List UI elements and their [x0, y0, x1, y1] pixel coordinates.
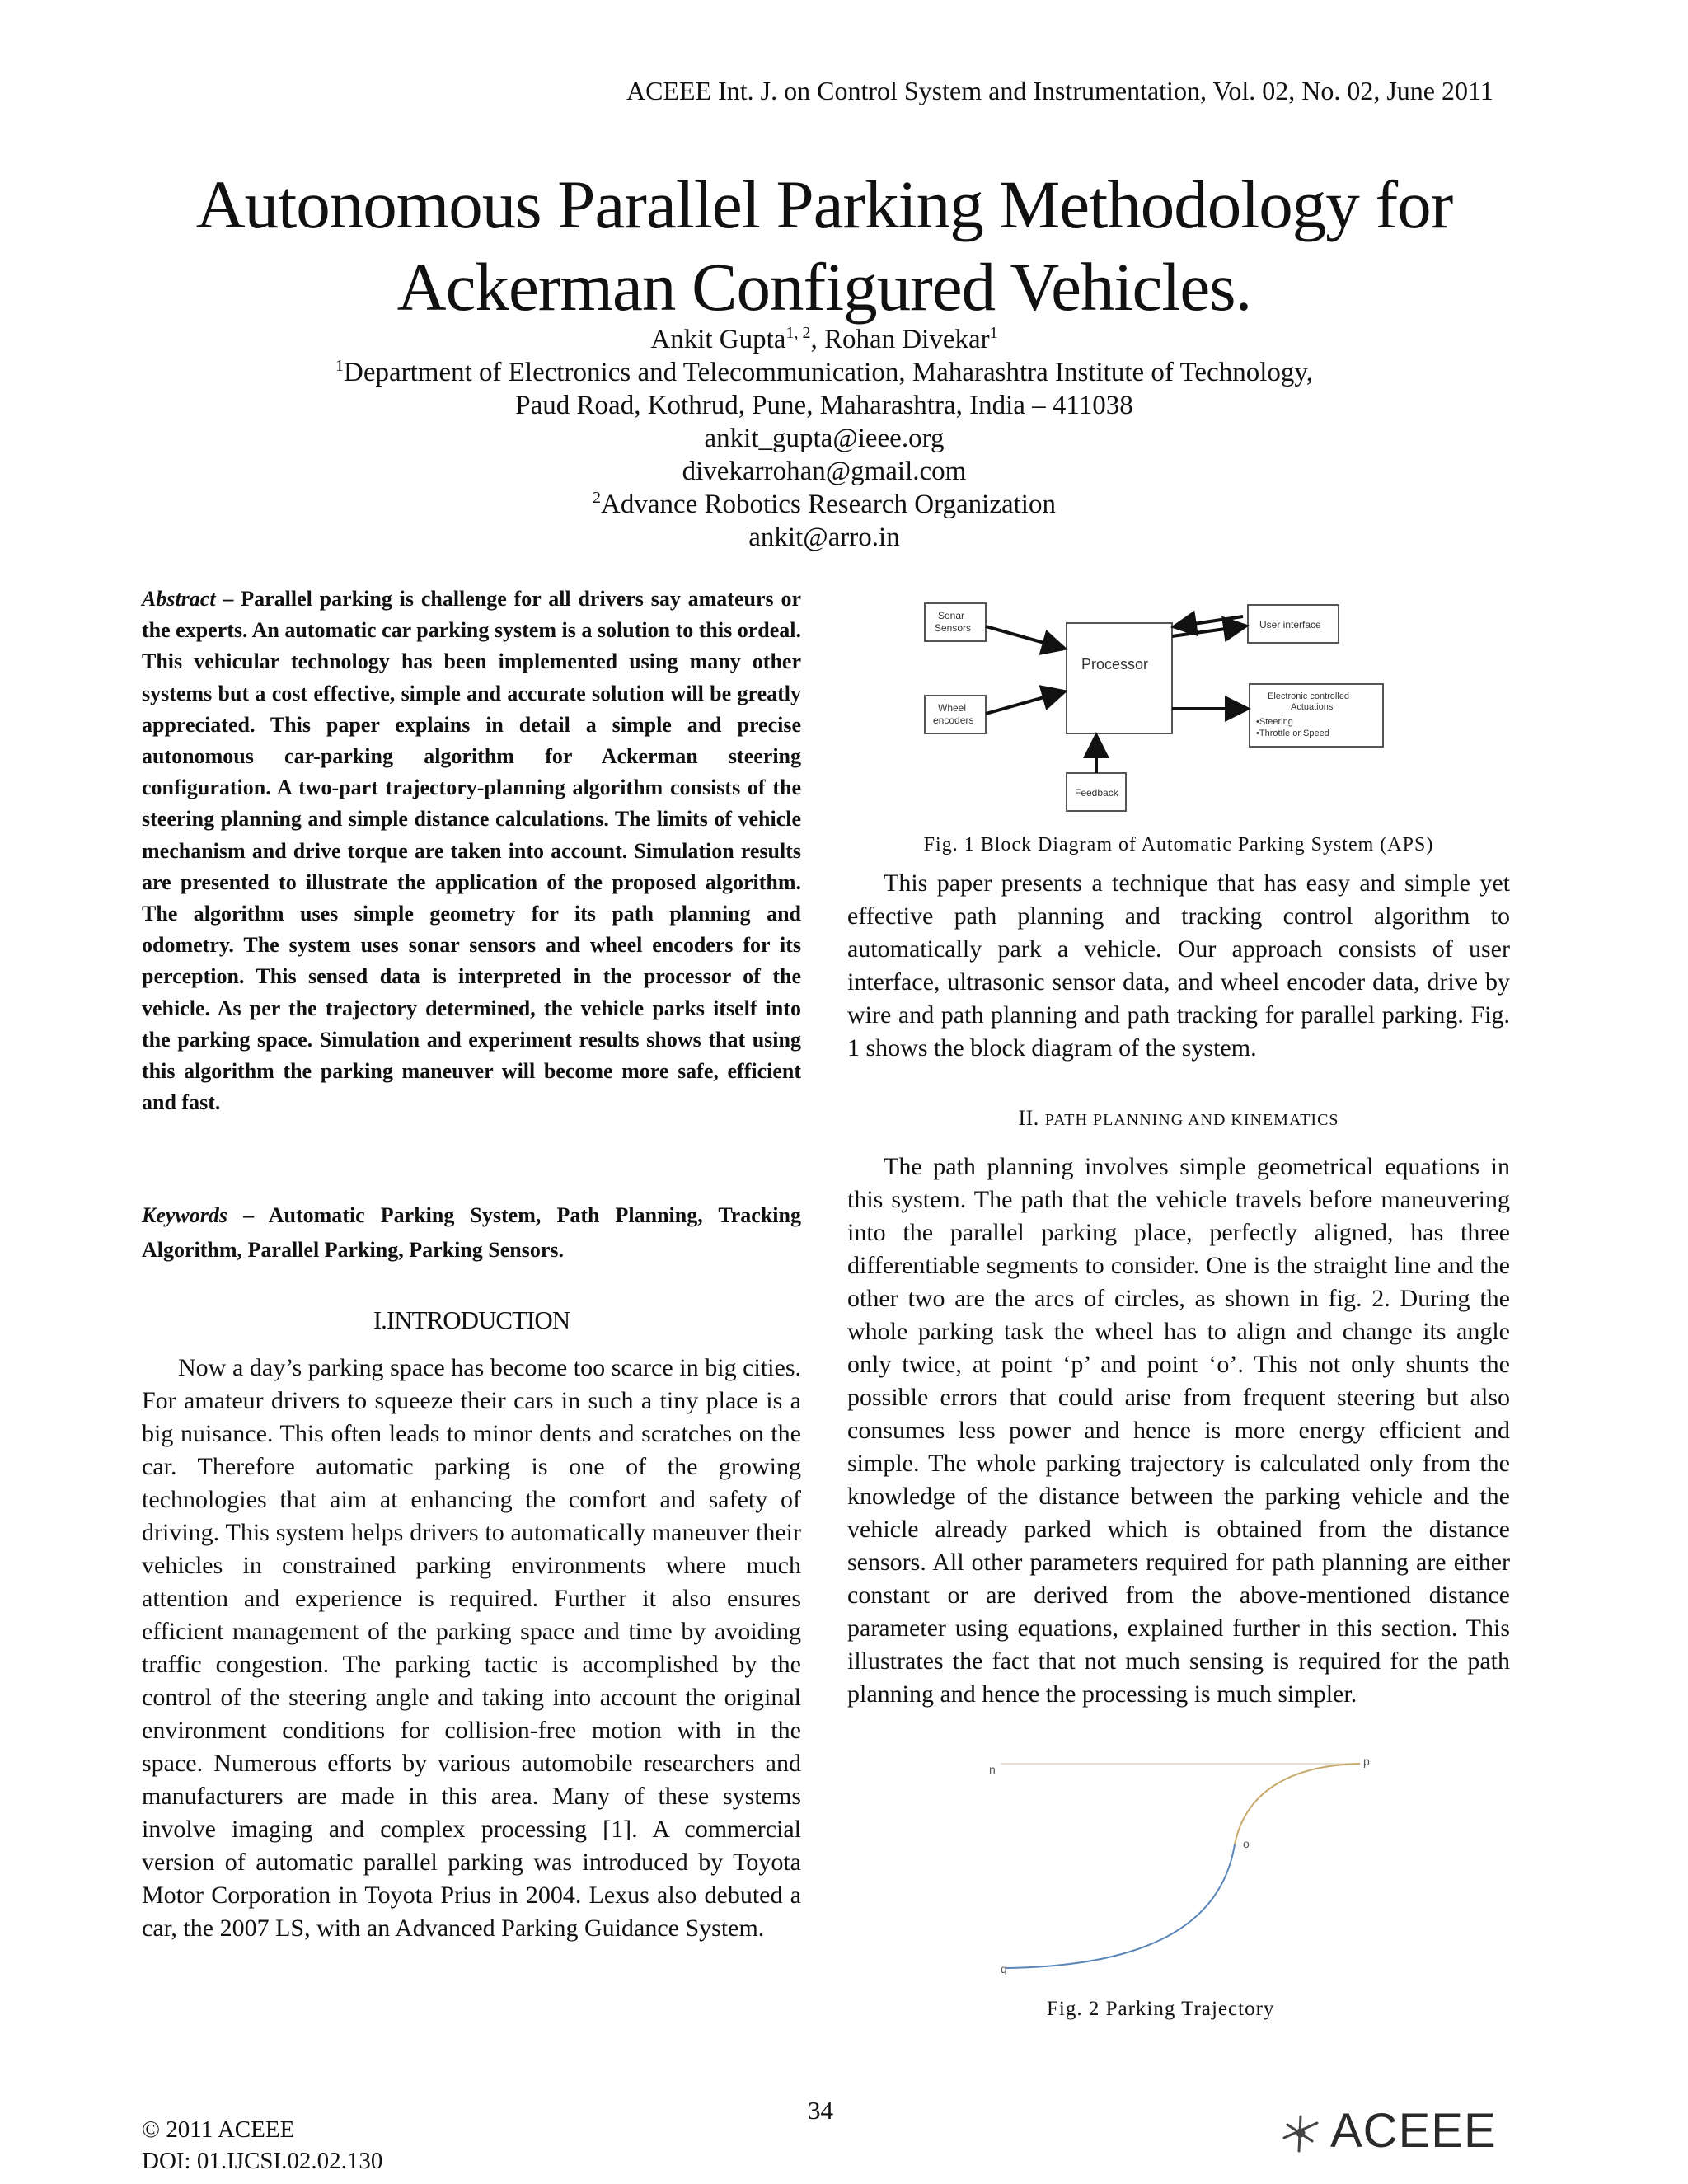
introduction-body: [142, 1352, 801, 1945]
actuations-bullet-2: •Throttle or Speed: [1256, 729, 1329, 738]
email-2: divekarrohan@gmail.com: [682, 457, 967, 486]
email-3: ankit@arro.in: [748, 523, 900, 552]
point-o-label: o: [1243, 1837, 1250, 1850]
trajectory-lower-arc: [1006, 1844, 1235, 1968]
author-1: Ankit Gupta: [650, 325, 786, 354]
point-p-label: p: [1363, 1755, 1370, 1768]
path-planning-paragraph: The path planning involves simple geometrical equations in this system. The path that the vehicle travels before maneuvering into the parallel parking place, perfectly aligned, has three differentiable segments to consider. One is the straight line and the other two are the arcs of circles, as shown in fig. 2. During the whole parking task the wheel has to align and change its angle only twice, at point ‘p’ and point ‘o’. This not only shunts the possible errors that could arise from frequent steering but also consumes less power and hence is more energy efficient and simple. The whole parking trajectory is calculated only from the knowledge of the distance between the parking vehicle and the vehicle already parked which is obtained from the distance sensors. All other parameters required for path planning are either constant or are derived from the above-mentioned distance parameter using equations, explained further in this section. This illustrates the fact that not much sensing is required for the path planning and hence the processing is much simpler.: [847, 1153, 1510, 1708]
path-planning-body: [847, 1151, 1510, 1711]
email-1: ankit_gupta@ieee.org: [704, 424, 945, 453]
author-names: [0, 323, 1648, 356]
title-line-1: Autonomous Parallel Parking Methodology for: [195, 166, 1453, 242]
processor-label: Processor: [1081, 656, 1149, 673]
paper-title: [0, 163, 1648, 328]
author-separator: ,: [810, 325, 824, 354]
user-interface-label: User interface: [1259, 619, 1321, 630]
affiliation-2-marker: 2: [593, 489, 602, 507]
logo-text: ACEEE: [1330, 2104, 1497, 2158]
point-n-label: n: [989, 1763, 996, 1776]
point-q-label: q: [1001, 1962, 1007, 1975]
actuations-bullet-1: •Steering: [1256, 717, 1293, 727]
affiliation-2: [0, 488, 1648, 521]
affiliation-1-marker: 1: [335, 357, 344, 375]
affiliation-1-line-1: [0, 356, 1648, 389]
wheel-label-1: Wheel: [938, 702, 967, 714]
trajectory-upper-arc: [1235, 1764, 1360, 1844]
affiliation-2-text: Advance Robotics Research Organization: [601, 490, 1056, 519]
figure-2-parking-trajectory: [973, 1746, 1434, 2001]
author-2: Rohan Divekar: [823, 325, 990, 354]
sonar-label-2: Sensors: [935, 622, 972, 634]
affiliation-1-line-2: Paud Road, Kothrud, Pune, Maharashtra, India – 411038: [515, 391, 1133, 420]
wheel-label-2: encoders: [933, 715, 974, 726]
author-1-affil: 1, 2: [785, 324, 811, 342]
figure-1-caption: Fig. 1 Block Diagram of Automatic Parking System (APS): [923, 834, 1434, 855]
keywords: [142, 1198, 801, 1268]
arrow-ui-to-processor: [1177, 616, 1243, 626]
abstract-text: – Parallel parking is challenge for all drivers say amateurs or the experts. An automatic car parking system is a solution to this ordeal. This vehicular technology has been implemented using many other systems but a cost effective, simple and accurate solution will be greatly appreciated. This paper explains in detail a simple and precise autonomous car-parking algorithm for Ackerman steering configuration. A two-part trajectory-planning algorithm consists of the steering planning and simple distance calculations. The limits of vehicle mechanism and drive torque are taken into account. Simulation results are presented to illustrate the application of the proposed algorithm. The algorithm uses simple geometry for its path planning and odometry. The system uses sonar sensors and wheel encoders for its perception. This sensed data is interpreted in the processor of the vehicle. As per the trajectory determined, the vehicle parks itself into the parking space. Simulation and experiment results shows that using this algorithm the parking maneuver will become more safe, efficient and fast.: [142, 587, 801, 1115]
doi: DOI: 01.IJCSI.02.02.130: [142, 2148, 383, 2174]
author-block: [0, 323, 1648, 554]
aps-paragraph: This paper presents a technique that has easy and simple yet effective path planning and tracking control algorithm to automatically park a vehicle. Our approach consists of user interface, ultrasonic sensor data, and wheel encoder data, drive by wire and path planning and path tracking for parallel parking. Fig. 1 shows the block diagram of the system.: [847, 869, 1510, 1062]
abstract-label: Abstract: [142, 587, 216, 611]
section-2-title: PATH PLANNING AND KINEMATICS: [1044, 1111, 1339, 1129]
actuations-label-2: Actuations: [1291, 702, 1334, 712]
running-header: ACEEE Int. J. on Control System and Instrumentation, Vol. 02, No. 02, June 2011: [626, 76, 1493, 105]
arrow-wheel-to-processor: [986, 692, 1062, 714]
keywords-label: Keywords: [142, 1203, 227, 1227]
sonar-label-1: Sonar: [938, 610, 965, 621]
section-2-numeral: II.: [1018, 1106, 1045, 1130]
figure-1-block-diagram: [913, 593, 1474, 824]
abstract: [142, 583, 801, 1118]
feedback-label: Feedback: [1075, 787, 1118, 799]
introduction-paragraph: Now a day’s parking space has become too scarce in big cities. For amateur drivers to squeeze their cars in such a tiny place is a big nuisance. This often leads to minor dents and scratches on the car. Therefore automatic parking is one of the growing technologies that aim at enhancing the comfort and safety of driving. This system helps drivers to automatically maneuver their vehicles in constrained parking environments where much attention and experience is required. Further it also ensures efficient management of the parking space and time by avoiding traffic congestion. The parking tactic is accomplished by the control of the steering angle and taking into account the original environment conditions for collision-free motion with in the space. Numerous efforts by various automobile researchers and manufacturers are made in this area. Many of these systems involve imaging and complex processing [1]. A commercial version of automatic parallel parking was introduced by Toyota Motor Corporation in Toyota Prius in 2004. Lexus also debuted a car, the 2007 LS, with an Advanced Parking Guidance System.: [142, 1354, 801, 1942]
affiliation-1-text: Department of Electronics and Telecommunication, Maharashtra Institute of Technology,: [344, 358, 1313, 387]
author-2-affil: 1: [989, 324, 998, 342]
figure-2-caption: Fig. 2 Parking Trajectory: [1047, 1998, 1275, 2020]
processor-box: [1067, 623, 1172, 733]
keywords-text: – Automatic Parking System, Path Planning, Tracking Algorithm, Parallel Parking, Parking Sensors.: [142, 1203, 801, 1262]
section-2-heading: [847, 1106, 1510, 1131]
title-line-2: Ackerman Configured Vehicles.: [396, 249, 1252, 325]
arrow-processor-to-ui: [1172, 626, 1243, 636]
actuations-label-1: Electronic controlled: [1268, 691, 1350, 701]
copyright: © 2011 ACEEE: [142, 2116, 295, 2143]
aps-paragraph-block: [847, 867, 1510, 1065]
arrow-sonar-to-processor: [986, 626, 1062, 648]
page-number: 34: [808, 2096, 833, 2125]
section-1-heading: I.INTRODUCTION: [373, 1305, 570, 1334]
